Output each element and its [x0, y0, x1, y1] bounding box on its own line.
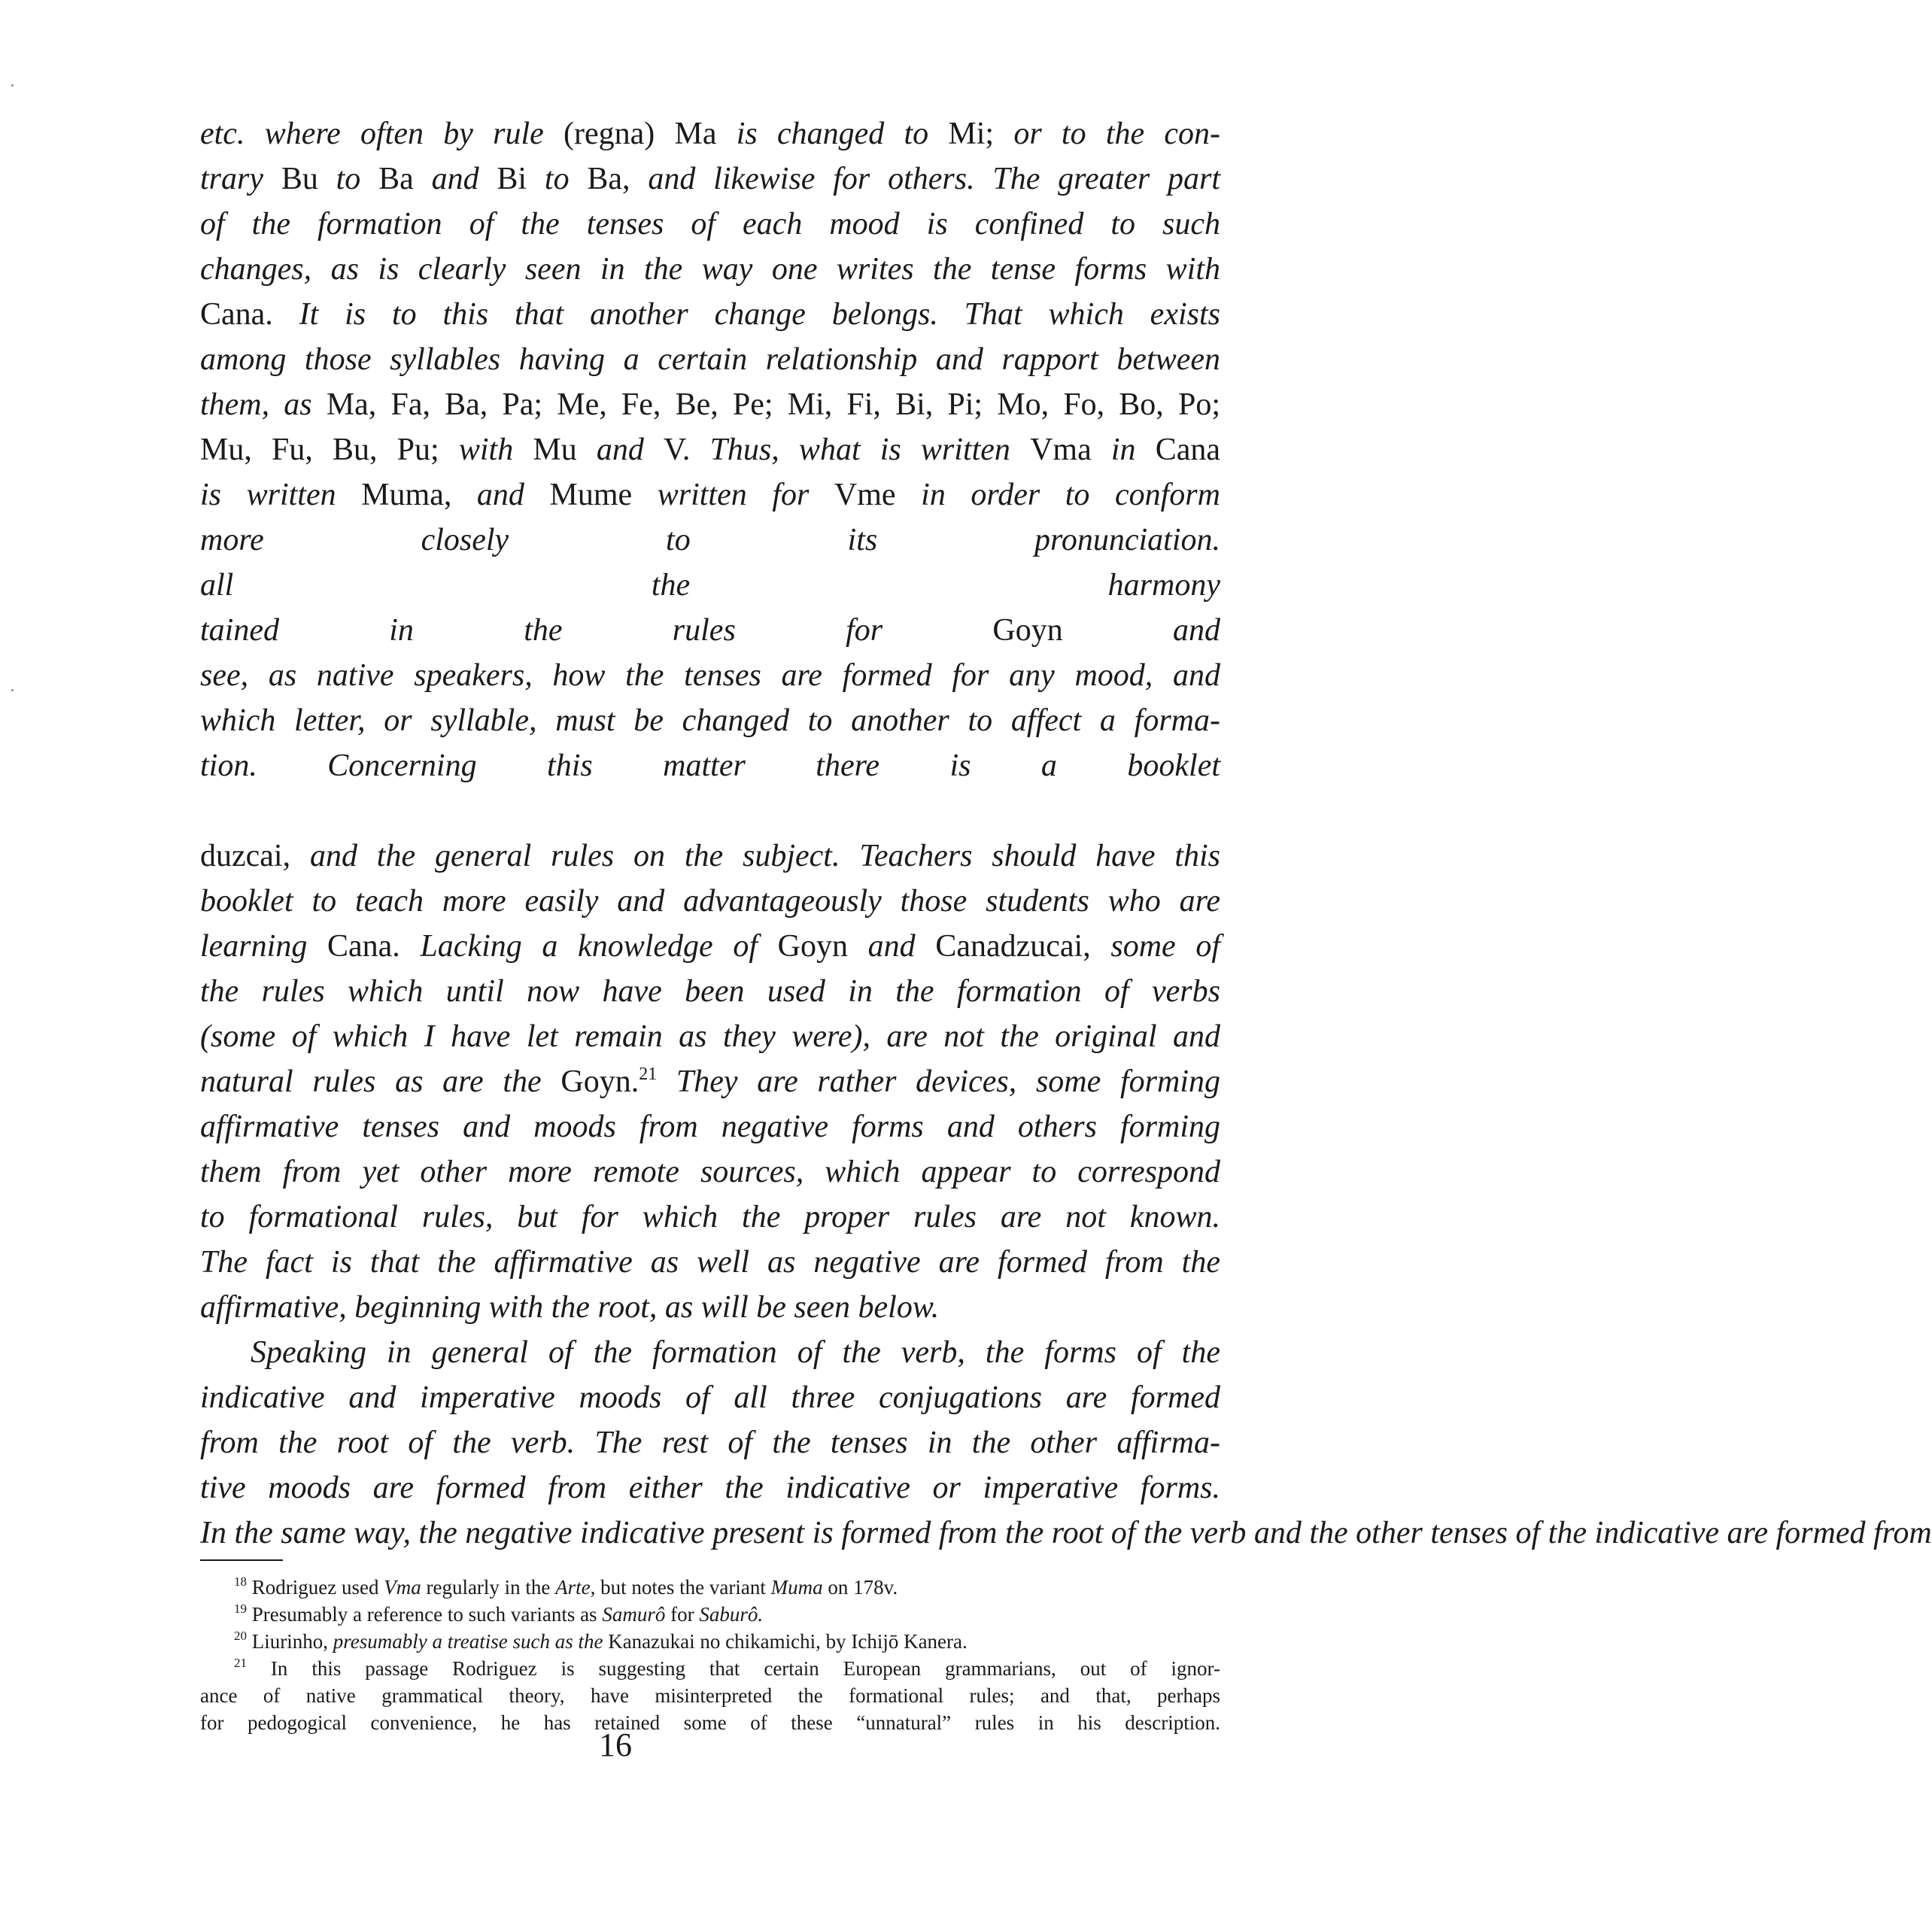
- scan-speck: [11, 84, 14, 87]
- text-line: which letter, or syllable, must be changed to another to affect a forma-: [200, 703, 1220, 738]
- text-line: see, as native speakers, how the tenses are formed for any mood, and: [200, 658, 1220, 693]
- text-line: tion. Concerning this matter there is a booklet: [200, 748, 1220, 783]
- footnote-divider: [200, 1559, 283, 1561]
- text-line: them, as Ma, Fa, Ba, Pa; Me, Fe, Be, Pe; Mi, Fi, Bi, Pi; Mo, Fo, Bo, Po;: [200, 387, 1220, 422]
- text-line: them from yet other more remote sources, which appear to correspond: [200, 1155, 1220, 1189]
- text-line: etc. where often by rule (regna) Ma is changed to Mi; or to the con-: [200, 117, 1221, 151]
- text-line: tive moods are formed from either the indicative or imperative forms.: [200, 1471, 1220, 1505]
- text-line: affirmative, beginning with the root, as will be seen below.: [200, 1290, 940, 1325]
- text-line: In the same way, the negative indicative present is formed from the root of the verb and the other tenses of the indicative are formed from: [200, 1516, 1932, 1550]
- text-line: Mu, Fu, Bu, Pu; with Mu and V. Thus, what is written Vma in Cana: [200, 433, 1220, 467]
- text-line: to formational rules, but for which the proper rules are not known.: [200, 1200, 1220, 1234]
- footnote-18: $^{18}$ Rodriguez used Vma regularly in the Arte, but notes the variant Muma on 178v.: [234, 1574, 898, 1599]
- text-line: The fact is that the affirmative as well as negative are formed from the: [200, 1245, 1220, 1280]
- text-line: learning Cana. Lacking a knowledge of Goyn and Canadzucai, some of: [200, 929, 1221, 964]
- text-line: is written Muma, and Mume written for Vme in order to conform: [200, 478, 1220, 512]
- text-line: tained in the rules for Goyn and: [200, 613, 1220, 648]
- text-line: affirmative tenses and moods from negative forms and others forming: [200, 1110, 1220, 1144]
- text-line: Speaking in general of the formation of the verb, the forms of the: [251, 1335, 1220, 1370]
- text-line: changes, as is clearly seen in the way one writes the tense forms with: [200, 252, 1220, 287]
- text-line: among those syllables having a certain relationship and rapport between: [200, 342, 1220, 377]
- text-line: booklet to teach more easily and advantageously those students who are: [200, 884, 1220, 919]
- text-line: (some of which I have let remain as they were), are not the original and: [200, 1019, 1220, 1054]
- text-line: from the root of the verb. The rest of the tenses in the other affirma-: [200, 1426, 1220, 1460]
- text-line: natural rules as are the Goyn.$^{21}$ They are rather devices, some forming: [200, 1064, 1220, 1099]
- footnote-21-cont: ance of native grammatical theory, have misinterpreted the formational rules; and that, perhaps: [200, 1684, 1220, 1707]
- text-line: trary Bu to Ba and Bi to Ba, and likewise for others. The greater part: [200, 162, 1221, 196]
- text-line: Cana. It is to this that another change belongs. That which exists: [200, 297, 1220, 332]
- text-line: all the harmony: [200, 568, 1220, 603]
- text-line: more closely to its pronunciation.: [200, 523, 1220, 557]
- text-line: indicative and imperative moods of all three conjugations are formed: [200, 1380, 1220, 1415]
- text-line: of the formation of the tenses of each mood is confined to such: [200, 207, 1220, 241]
- page-number: 16: [599, 1726, 632, 1763]
- footnote-20: $^{20}$ Liurinho, presumably a treatise such as the Kanazukai no chikamichi, by Ichijō Kanera.: [234, 1629, 968, 1653]
- footnote-21-cont: for pedogogical convenience, he has retained some of these “unnatural” rules in his description.: [200, 1711, 1220, 1734]
- scan-speck: [11, 689, 14, 691]
- footnote-21: $^{21}$ In this passage Rodriguez is suggesting that certain European grammarians, out of ignor-: [234, 1656, 1220, 1680]
- footnote-19: $^{19}$ Presumably a reference to such variants as Samurô for Saburô.: [234, 1602, 764, 1626]
- text-line: duzcai, and the general rules on the subject. Teachers should have this: [200, 839, 1220, 873]
- text-line: the rules which until now have been used in the formation of verbs: [200, 974, 1220, 1009]
